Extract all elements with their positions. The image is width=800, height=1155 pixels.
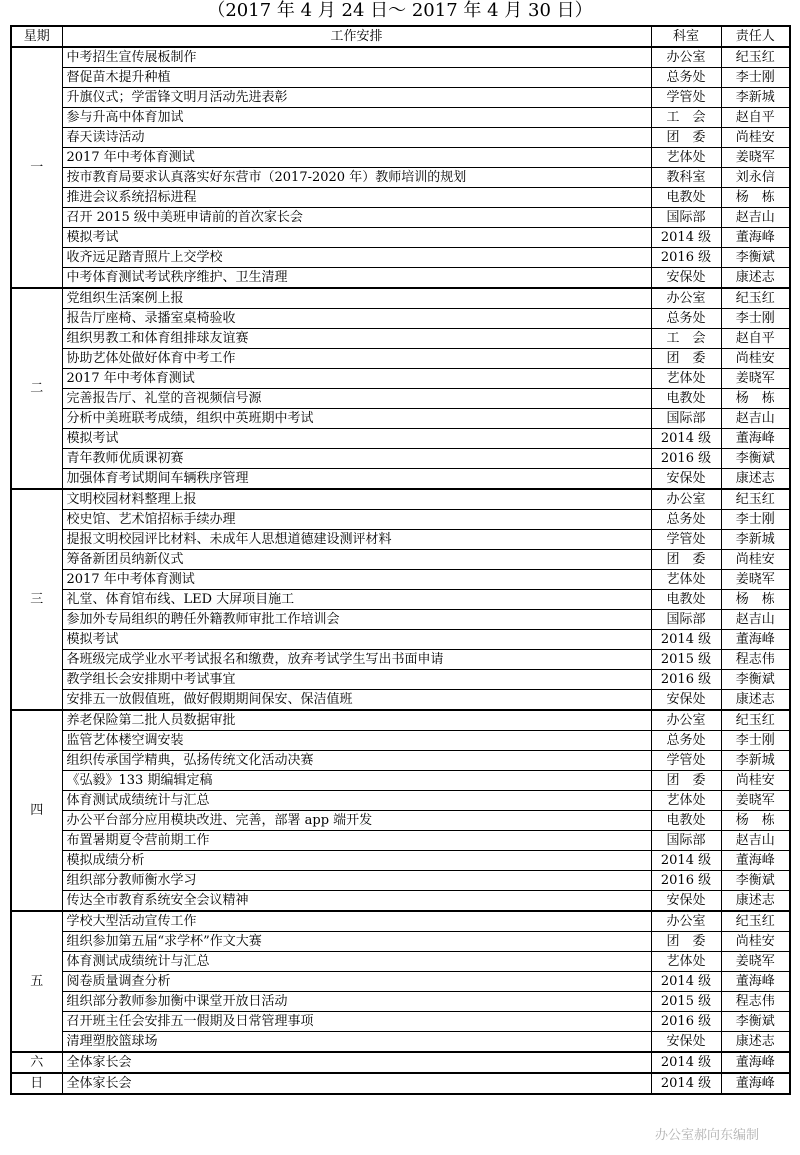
dept-cell: 安保处 — [651, 690, 721, 711]
dept-cell: 艺体处 — [651, 148, 721, 168]
owner-cell: 董海峰 — [721, 429, 790, 449]
dept-cell: 团 委 — [651, 932, 721, 952]
owner-cell: 李士刚 — [721, 510, 790, 530]
table-row — [11, 369, 790, 389]
dept-cell: 艺体处 — [651, 369, 721, 389]
owner-cell: 李衡斌 — [721, 871, 790, 891]
dept-cell: 安保处 — [651, 268, 721, 289]
dept-cell: 教科室 — [651, 168, 721, 188]
task-cell: 2017 年中考体育测试 — [62, 369, 651, 389]
table-row — [11, 911, 790, 932]
task-cell: 安排五一放假值班，做好假期期间保安、保洁值班 — [62, 690, 651, 711]
table-row — [11, 751, 790, 771]
owner-cell: 赵吉山 — [721, 610, 790, 630]
task-cell: 体育测试成绩统计与汇总 — [62, 791, 651, 811]
table-row — [11, 228, 790, 248]
owner-cell: 尚桂安 — [721, 932, 790, 952]
table-row — [11, 1032, 790, 1053]
dept-cell: 团 委 — [651, 128, 721, 148]
table-row — [11, 932, 790, 952]
task-cell: 清理塑胶篮球场 — [62, 1032, 651, 1053]
table-row — [11, 570, 790, 590]
dept-cell: 国际部 — [651, 831, 721, 851]
table-row — [11, 871, 790, 891]
task-cell: 模拟成绩分析 — [62, 851, 651, 871]
dept-cell: 国际部 — [651, 409, 721, 429]
task-cell: 礼堂、体育馆布线、LED 大屏项目施工 — [62, 590, 651, 610]
table-row — [11, 108, 790, 128]
owner-cell: 李新城 — [721, 88, 790, 108]
table-row — [11, 650, 790, 670]
table-row — [11, 288, 790, 309]
owner-cell: 赵吉山 — [721, 831, 790, 851]
weekday-cell: 六 — [11, 1052, 62, 1073]
header-owner: 责任人 — [721, 26, 790, 47]
owner-cell: 李新城 — [721, 751, 790, 771]
task-cell: 收齐远足踏青照片上交学校 — [62, 248, 651, 268]
task-cell: 春天读诗活动 — [62, 128, 651, 148]
dept-cell: 电教处 — [651, 389, 721, 409]
owner-cell: 康述志 — [721, 268, 790, 289]
dept-cell: 总务处 — [651, 309, 721, 329]
table-row — [11, 590, 790, 610]
dept-cell: 2014 级 — [651, 1073, 721, 1094]
owner-cell: 董海峰 — [721, 972, 790, 992]
owner-cell: 赵自平 — [721, 329, 790, 349]
task-cell: 2017 年中考体育测试 — [62, 570, 651, 590]
table-row — [11, 1052, 790, 1073]
header-row — [11, 26, 790, 47]
table-row — [11, 992, 790, 1012]
weekday-cell: 日 — [11, 1073, 62, 1094]
task-cell: 阅卷质量调查分析 — [62, 972, 651, 992]
dept-cell: 办公室 — [651, 489, 721, 510]
task-cell: 督促苗木提升种植 — [62, 68, 651, 88]
dept-cell: 安保处 — [651, 469, 721, 490]
task-cell: 中考体育测试考试秩序维护、卫生清理 — [62, 268, 651, 289]
owner-cell: 姜晓军 — [721, 369, 790, 389]
date-range-heading: （2017 年 4 月 24 日～ 2017 年 4 月 30 日） — [207, 0, 593, 21]
owner-cell: 纪玉红 — [721, 489, 790, 510]
owner-cell: 尚桂安 — [721, 128, 790, 148]
table-row — [11, 690, 790, 711]
task-cell: 按市教育局要求认真落实好东营市（2017-2020 年）教师培训的规划 — [62, 168, 651, 188]
dept-cell: 2015 级 — [651, 650, 721, 670]
task-cell: 全体家长会 — [62, 1073, 651, 1094]
table-row — [11, 610, 790, 630]
owner-cell: 李士刚 — [721, 68, 790, 88]
owner-cell: 纪玉红 — [721, 47, 790, 68]
dept-cell: 工 会 — [651, 329, 721, 349]
owner-cell: 李士刚 — [721, 309, 790, 329]
table-row — [11, 1012, 790, 1032]
weekday-cell: 四 — [11, 710, 62, 911]
table-row — [11, 530, 790, 550]
task-cell: 加强体育考试期间车辆秩序管理 — [62, 469, 651, 490]
header-dept: 科室 — [651, 26, 721, 47]
table-row — [11, 972, 790, 992]
dept-cell: 安保处 — [651, 891, 721, 912]
dept-cell: 国际部 — [651, 610, 721, 630]
owner-cell: 姜晓军 — [721, 952, 790, 972]
owner-cell: 杨 栋 — [721, 811, 790, 831]
table-row — [11, 1073, 790, 1094]
owner-cell: 纪玉红 — [721, 288, 790, 309]
task-cell: 参加外专局组织的聘任外籍教师审批工作培训会 — [62, 610, 651, 630]
table-row — [11, 349, 790, 369]
task-cell: 完善报告厅、礼堂的音视频信号源 — [62, 389, 651, 409]
owner-cell: 尚桂安 — [721, 771, 790, 791]
task-cell: 召开班主任会安排五一假期及日常管理事项 — [62, 1012, 651, 1032]
table-row — [11, 771, 790, 791]
table-row — [11, 731, 790, 751]
owner-cell: 康述志 — [721, 469, 790, 490]
owner-cell: 李衡斌 — [721, 670, 790, 690]
table-row — [11, 168, 790, 188]
dept-cell: 电教处 — [651, 811, 721, 831]
dept-cell: 2014 级 — [651, 429, 721, 449]
task-cell: 2017 年中考体育测试 — [62, 148, 651, 168]
task-cell: 中考招生宣传展板制作 — [62, 47, 651, 68]
dept-cell: 2015 级 — [651, 992, 721, 1012]
table-row — [11, 268, 790, 289]
table-row — [11, 891, 790, 912]
task-cell: 推进会议系统招标进程 — [62, 188, 651, 208]
owner-cell: 杨 栋 — [721, 188, 790, 208]
task-cell: 体育测试成绩统计与汇总 — [62, 952, 651, 972]
table-row — [11, 851, 790, 871]
owner-cell: 康述志 — [721, 1032, 790, 1053]
header-task: 工作安排 — [62, 26, 651, 47]
table-row — [11, 710, 790, 731]
owner-cell: 尚桂安 — [721, 349, 790, 369]
task-cell: 组织参加第五届“求学杯”作文大赛 — [62, 932, 651, 952]
task-cell: 党组织生活案例上报 — [62, 288, 651, 309]
dept-cell: 2014 级 — [651, 851, 721, 871]
task-cell: 升旗仪式；学雷锋文明月活动先进表彰 — [62, 88, 651, 108]
dept-cell: 艺体处 — [651, 570, 721, 590]
table-row — [11, 550, 790, 570]
table-row — [11, 489, 790, 510]
table-row — [11, 248, 790, 268]
dept-cell: 团 委 — [651, 349, 721, 369]
weekly-schedule-table — [10, 25, 791, 1095]
header-day: 星期 — [11, 26, 62, 47]
dept-cell: 2014 级 — [651, 630, 721, 650]
task-cell: 模拟考试 — [62, 630, 651, 650]
task-cell: 模拟考试 — [62, 429, 651, 449]
task-cell: 监管艺体楼空调安装 — [62, 731, 651, 751]
task-cell: 组织传承国学精典，弘扬传统文化活动决赛 — [62, 751, 651, 771]
owner-cell: 董海峰 — [721, 851, 790, 871]
table-row — [11, 208, 790, 228]
dept-cell: 2016 级 — [651, 871, 721, 891]
table-row — [11, 510, 790, 530]
dept-cell: 艺体处 — [651, 791, 721, 811]
task-cell: 组织部分教师衡水学习 — [62, 871, 651, 891]
table-row — [11, 128, 790, 148]
dept-cell: 2016 级 — [651, 248, 721, 268]
weekday-cell: 一 — [11, 47, 62, 288]
task-cell: 全体家长会 — [62, 1052, 651, 1073]
task-cell: 《弘毅》133 期编辑定稿 — [62, 771, 651, 791]
dept-cell: 2014 级 — [651, 228, 721, 248]
table-row — [11, 409, 790, 429]
dept-cell: 学管处 — [651, 530, 721, 550]
dept-cell: 团 委 — [651, 771, 721, 791]
owner-cell: 赵自平 — [721, 108, 790, 128]
table-row — [11, 469, 790, 490]
dept-cell: 学管处 — [651, 88, 721, 108]
task-cell: 模拟考试 — [62, 228, 651, 248]
task-cell: 布置暑期夏令营前期工作 — [62, 831, 651, 851]
dept-cell: 办公室 — [651, 288, 721, 309]
owner-cell: 李衡斌 — [721, 449, 790, 469]
owner-cell: 董海峰 — [721, 228, 790, 248]
task-cell: 办公平台部分应用模块改进、完善，部署 app 端开发 — [62, 811, 651, 831]
table-row — [11, 811, 790, 831]
dept-cell: 办公室 — [651, 911, 721, 932]
owner-cell: 杨 栋 — [721, 389, 790, 409]
table-row — [11, 329, 790, 349]
dept-cell: 办公室 — [651, 710, 721, 731]
table-row — [11, 389, 790, 409]
dept-cell: 总务处 — [651, 731, 721, 751]
dept-cell: 2016 级 — [651, 670, 721, 690]
owner-cell: 李新城 — [721, 530, 790, 550]
owner-cell: 纪玉红 — [721, 911, 790, 932]
dept-cell: 2016 级 — [651, 449, 721, 469]
owner-cell: 杨 栋 — [721, 590, 790, 610]
owner-cell: 李衡斌 — [721, 248, 790, 268]
task-cell: 召开 2015 级中美班申请前的首次家长会 — [62, 208, 651, 228]
dept-cell: 电教处 — [651, 590, 721, 610]
task-cell: 养老保险第二批人员数据审批 — [62, 710, 651, 731]
dept-cell: 艺体处 — [651, 952, 721, 972]
dept-cell: 2014 级 — [651, 1052, 721, 1073]
task-cell: 校史馆、艺术馆招标手续办理 — [62, 510, 651, 530]
owner-cell: 康述志 — [721, 891, 790, 912]
owner-cell: 董海峰 — [721, 1052, 790, 1073]
owner-cell: 李衡斌 — [721, 1012, 790, 1032]
weekday-cell: 二 — [11, 288, 62, 489]
schedule-body — [11, 47, 790, 1094]
task-cell: 青年教师优质课初赛 — [62, 449, 651, 469]
owner-cell: 纪玉红 — [721, 710, 790, 731]
owner-cell: 赵吉山 — [721, 409, 790, 429]
task-cell: 提报文明校园评比材料、未成年人思想道德建设测评材料 — [62, 530, 651, 550]
table-row — [11, 148, 790, 168]
owner-cell: 李士刚 — [721, 731, 790, 751]
table-row — [11, 188, 790, 208]
table-row — [11, 630, 790, 650]
table-row — [11, 47, 790, 68]
dept-cell: 工 会 — [651, 108, 721, 128]
dept-cell: 学管处 — [651, 751, 721, 771]
table-row — [11, 831, 790, 851]
task-cell: 报告厅座椅、录播室桌椅验收 — [62, 309, 651, 329]
owner-cell: 尚桂安 — [721, 550, 790, 570]
table-row — [11, 791, 790, 811]
task-cell: 组织部分教师参加衡中课堂开放日活动 — [62, 992, 651, 1012]
task-cell: 各班级完成学业水平考试报名和缴费，放弃考试学生写出书面申请 — [62, 650, 651, 670]
table-row — [11, 309, 790, 329]
owner-cell: 姜晓军 — [721, 570, 790, 590]
task-cell: 分析中美班联考成绩，组织中英班期中考试 — [62, 409, 651, 429]
dept-cell: 2014 级 — [651, 972, 721, 992]
weekday-cell: 三 — [11, 489, 62, 710]
dept-cell: 电教处 — [651, 188, 721, 208]
compiler-credit: 办公室郝向东编制 — [655, 1128, 760, 1143]
task-cell: 筹备新团员纳新仪式 — [62, 550, 651, 570]
table-row — [11, 68, 790, 88]
owner-cell: 董海峰 — [721, 1073, 790, 1094]
dept-cell: 国际部 — [651, 208, 721, 228]
owner-cell: 康述志 — [721, 690, 790, 711]
table-row — [11, 670, 790, 690]
task-cell: 传达全市教育系统安全会议精神 — [62, 891, 651, 912]
dept-cell: 总务处 — [651, 68, 721, 88]
owner-cell: 董海峰 — [721, 630, 790, 650]
task-cell: 组织男教工和体育组排球友谊赛 — [62, 329, 651, 349]
task-cell: 教学组长会安排期中考试事宜 — [62, 670, 651, 690]
owner-cell: 程志伟 — [721, 992, 790, 1012]
task-cell: 文明校园材料整理上报 — [62, 489, 651, 510]
dept-cell: 安保处 — [651, 1032, 721, 1053]
owner-cell: 姜晓军 — [721, 791, 790, 811]
table-row — [11, 88, 790, 108]
task-cell: 参与升高中体育加试 — [62, 108, 651, 128]
owner-cell: 程志伟 — [721, 650, 790, 670]
weekday-cell: 五 — [11, 911, 62, 1052]
table-row — [11, 449, 790, 469]
task-cell: 学校大型活动宣传工作 — [62, 911, 651, 932]
owner-cell: 姜晓军 — [721, 148, 790, 168]
table-row — [11, 429, 790, 449]
table-row — [11, 952, 790, 972]
dept-cell: 办公室 — [651, 47, 721, 68]
owner-cell: 赵吉山 — [721, 208, 790, 228]
owner-cell: 刘永信 — [721, 168, 790, 188]
task-cell: 协助艺体处做好体育中考工作 — [62, 349, 651, 369]
dept-cell: 总务处 — [651, 510, 721, 530]
dept-cell: 2016 级 — [651, 1012, 721, 1032]
dept-cell: 团 委 — [651, 550, 721, 570]
